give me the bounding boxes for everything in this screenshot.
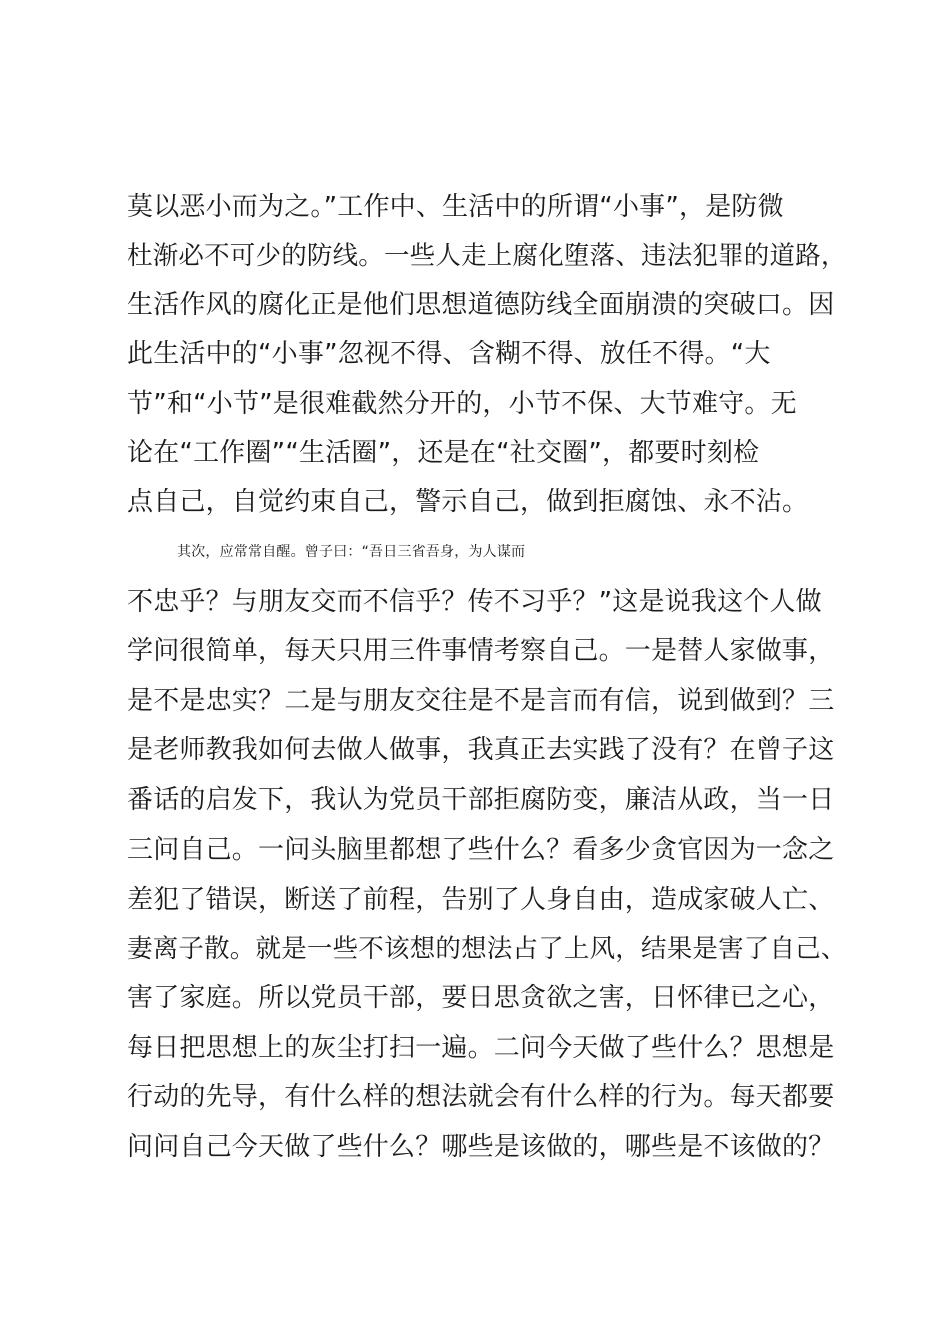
paragraph-2-line-8: 差犯了错误，断送了前程，告别了人身自由，造成家破人亡、 [127,885,835,915]
paragraph-2-line-5: 是老师教我如何去做人做事，我真正去实践了没有？在曾子这 [127,735,835,765]
paragraph-1-line-2: 杜渐必不可少的防线。一些人走上腐化堕落、违法犯罪的道路， [127,241,847,271]
paragraph-1-line-7: 点自己，自觉约束自己，警示自己，做到拒腐蚀、永不沾。 [127,487,809,517]
paragraph-2-line-11: 每日把思想上的灰尘打扫一遍。二问今天做了些什么？思想是 [127,1033,835,1063]
paragraph-1-line-4: 此生活中的“小事”忽视不得、含糊不得、放任不得。“大 [127,339,771,369]
paragraph-1-line-5: 节”和“小节”是很难截然分开的，小节不保、大节难守。无 [127,389,797,419]
paragraph-2-line-2: 不忠乎？与朋友交而不信乎？传不习乎？”这是说我这个人做 [127,587,822,617]
paragraph-1-line-6: 论在“工作圈”“生活圈”，还是在“社交圈”，都要时刻检 [127,438,760,468]
paragraph-2-line-12: 行动的先导，有什么样的想法就会有什么样的行为。每天都要 [127,1082,835,1112]
paragraph-2-line-1: 其次，应常常自醒。曾子曰：“吾日三省吾身，为人谋而 [177,544,526,560]
paragraph-2-line-6: 番话的启发下，我认为党员干部拒腐防变，廉洁从政，当一日 [127,785,835,815]
paragraph-2-line-10: 害了家庭。所以党员干部，要日思贪欲之害，日怀律已之心， [127,983,835,1013]
paragraph-1-line-1: 莫以恶小而为之。”工作中、生活中的所谓“小事”，是防微 [127,192,784,222]
paragraph-2-line-7: 三问自己。一问头脑里都想了些什么？看多少贪官因为一念之 [127,835,835,865]
paragraph-2-line-3: 学问很简单，每天只用三件事情考察自己。一是替人家做事， [127,636,835,666]
paragraph-2-line-4: 是不是忠实？二是与朋友交往是不是言而有信，说到做到？三 [127,686,835,716]
paragraph-2-line-9: 妻离子散。就是一些不该想的想法占了上风，结果是害了自己、 [127,934,847,964]
paragraph-1-line-3: 生活作风的腐化正是他们思想道德防线全面崩溃的突破口。因 [127,290,835,320]
paragraph-2-line-13: 问问自己今天做了些什么？哪些是该做的，哪些是不该做的？ [127,1132,835,1162]
